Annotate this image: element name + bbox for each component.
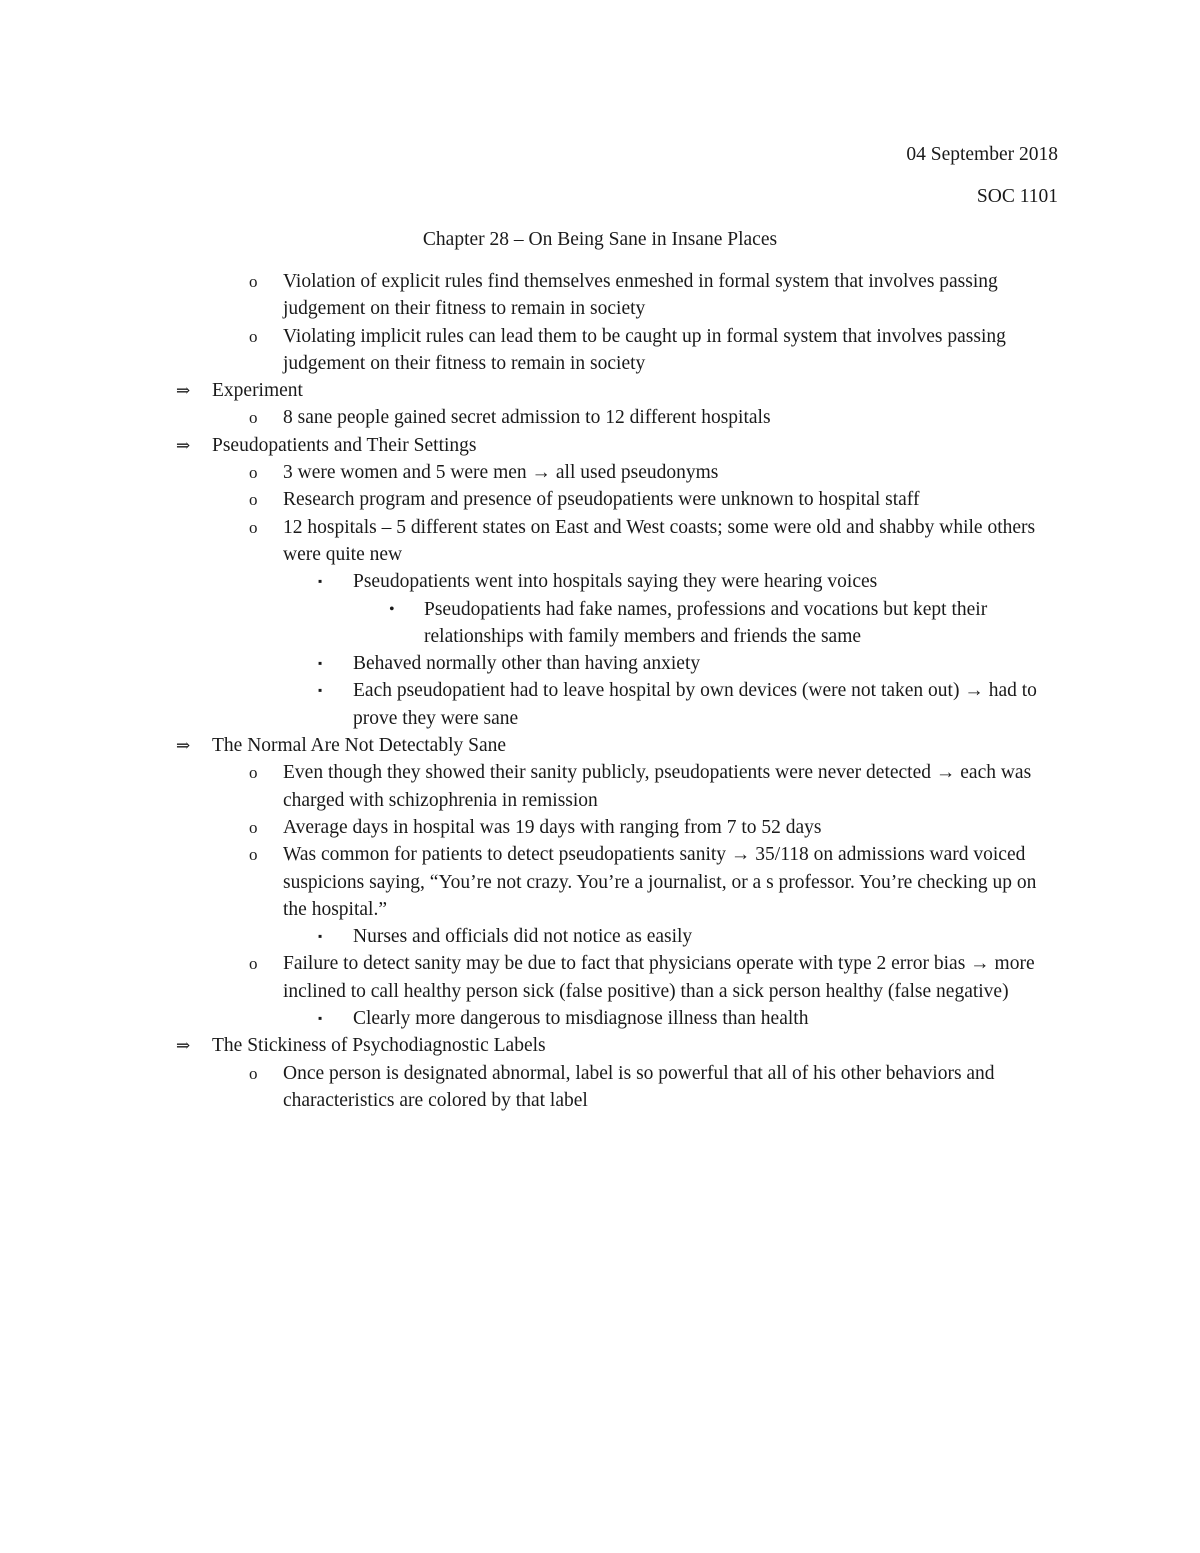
notes-list — [0, 268, 1200, 1114]
note-text: Was common for patients to detect pseudopatients sanity → 35/118 on admissions ward voiced suspicions saying, “You’re not crazy. You’re a journalist, or a s professor. You’re checking up on the hospital.” — [283, 844, 1037, 920]
section-heading — [0, 1032, 1062, 1059]
section-heading — [0, 432, 1062, 459]
note-text: Even though they showed their sanity publicly, pseudopatients were never detected → each was charged with schizophrenia in remission — [283, 762, 1032, 811]
arrow-bullet-icon: ⇒ — [176, 381, 191, 401]
detail-item — [0, 596, 1062, 651]
circle-bullet-icon: o — [249, 463, 258, 483]
note-item — [0, 486, 1062, 513]
note-text: 12 hospitals – 5 different states on East and West coasts; some were old and shabby while others were quite new — [283, 516, 1036, 565]
circle-bullet-icon: o — [249, 517, 258, 537]
note-text: The Stickiness of Psychodiagnostic Labels — [212, 1035, 546, 1057]
arrow-bullet-icon: ⇒ — [176, 1036, 191, 1056]
note-item — [0, 1060, 1062, 1115]
note-text: Behaved normally other than having anxiety — [353, 653, 701, 675]
square-bullet-icon: ▪ — [318, 929, 323, 944]
sub-note-item — [0, 568, 1062, 595]
note-item — [0, 950, 1062, 1005]
note-item — [0, 323, 1062, 378]
note-item — [0, 514, 1062, 569]
circle-bullet-icon: o — [249, 763, 258, 783]
circle-bullet-icon: o — [249, 954, 258, 974]
dot-bullet-icon: • — [389, 600, 395, 618]
note-item — [0, 404, 1062, 431]
note-text: The Normal Are Not Detectably Sane — [212, 735, 507, 757]
note-text: Failure to detect sanity may be due to fact that physicians operate with type 2 error bias → more inclined to call healthy person sick (false positive) than a sick person healthy (false negative) — [283, 953, 1035, 1002]
note-text: Each pseudopatient had to leave hospital by own devices (were not taken out) → had to prove they were sane — [353, 680, 1037, 729]
section-heading — [0, 732, 1062, 759]
section-heading — [0, 377, 1062, 404]
circle-bullet-icon: o — [249, 272, 258, 291]
note-text: Once person is designated abnormal, label is so powerful that all of his other behaviors and characteristics are colored by that label — [283, 1062, 995, 1111]
circle-bullet-icon: o — [249, 845, 258, 865]
note-text: Violating implicit rules can lead them to be caught up in formal system that involves passing judgement on their fitness to remain in society — [283, 325, 1006, 374]
date-header: 04 September 2018 — [906, 144, 1058, 165]
note-item — [0, 841, 1062, 923]
note-text: Pseudopatients went into hospitals saying they were hearing voices — [353, 571, 878, 593]
square-bullet-icon: ▪ — [318, 656, 323, 671]
note-text: Nurses and officials did not notice as easily — [353, 926, 693, 948]
note-text: Violation of explicit rules find themselves enmeshed in formal system that involves passing judgement on their fitness to remain in society — [283, 271, 998, 320]
circle-bullet-icon: o — [249, 1063, 258, 1083]
circle-bullet-icon: o — [249, 817, 258, 837]
circle-bullet-icon: o — [249, 326, 258, 346]
note-item — [0, 268, 1062, 323]
note-text: Research program and presence of pseudopatients were unknown to hospital staff — [283, 489, 920, 511]
arrow-bullet-icon: ⇒ — [176, 736, 191, 756]
page-title: Chapter 28 – On Being Sane in Insane Places — [422, 229, 778, 250]
square-bullet-icon: ▪ — [318, 683, 323, 698]
arrow-bullet-icon: ⇒ — [176, 435, 191, 455]
note-text: 3 were women and 5 were men → all used pseudonyms — [283, 462, 719, 484]
square-bullet-icon: ▪ — [318, 1011, 323, 1026]
square-bullet-icon: ▪ — [318, 574, 323, 589]
note-text: Pseudopatients had fake names, professions and vocations but kept their relationships with family members and friends the same — [424, 598, 988, 647]
sub-note-item — [0, 1005, 1062, 1032]
note-text: 8 sane people gained secret admission to 12 different hospitals — [283, 407, 771, 429]
note-text: Pseudopatients and Their Settings — [212, 434, 477, 456]
note-item — [0, 459, 1062, 486]
sub-note-item — [0, 677, 1062, 732]
sub-note-item — [0, 923, 1062, 950]
circle-bullet-icon: o — [249, 490, 258, 510]
sub-note-item — [0, 650, 1062, 677]
circle-bullet-icon: o — [249, 408, 258, 428]
note-item — [0, 814, 1062, 841]
note-item — [0, 759, 1062, 814]
note-text: Average days in hospital was 19 days with ranging from 7 to 52 days — [283, 816, 822, 838]
note-text: Experiment — [212, 380, 303, 402]
note-text: Clearly more dangerous to misdiagnose illness than health — [353, 1008, 809, 1030]
course-header: SOC 1101 — [976, 186, 1058, 207]
